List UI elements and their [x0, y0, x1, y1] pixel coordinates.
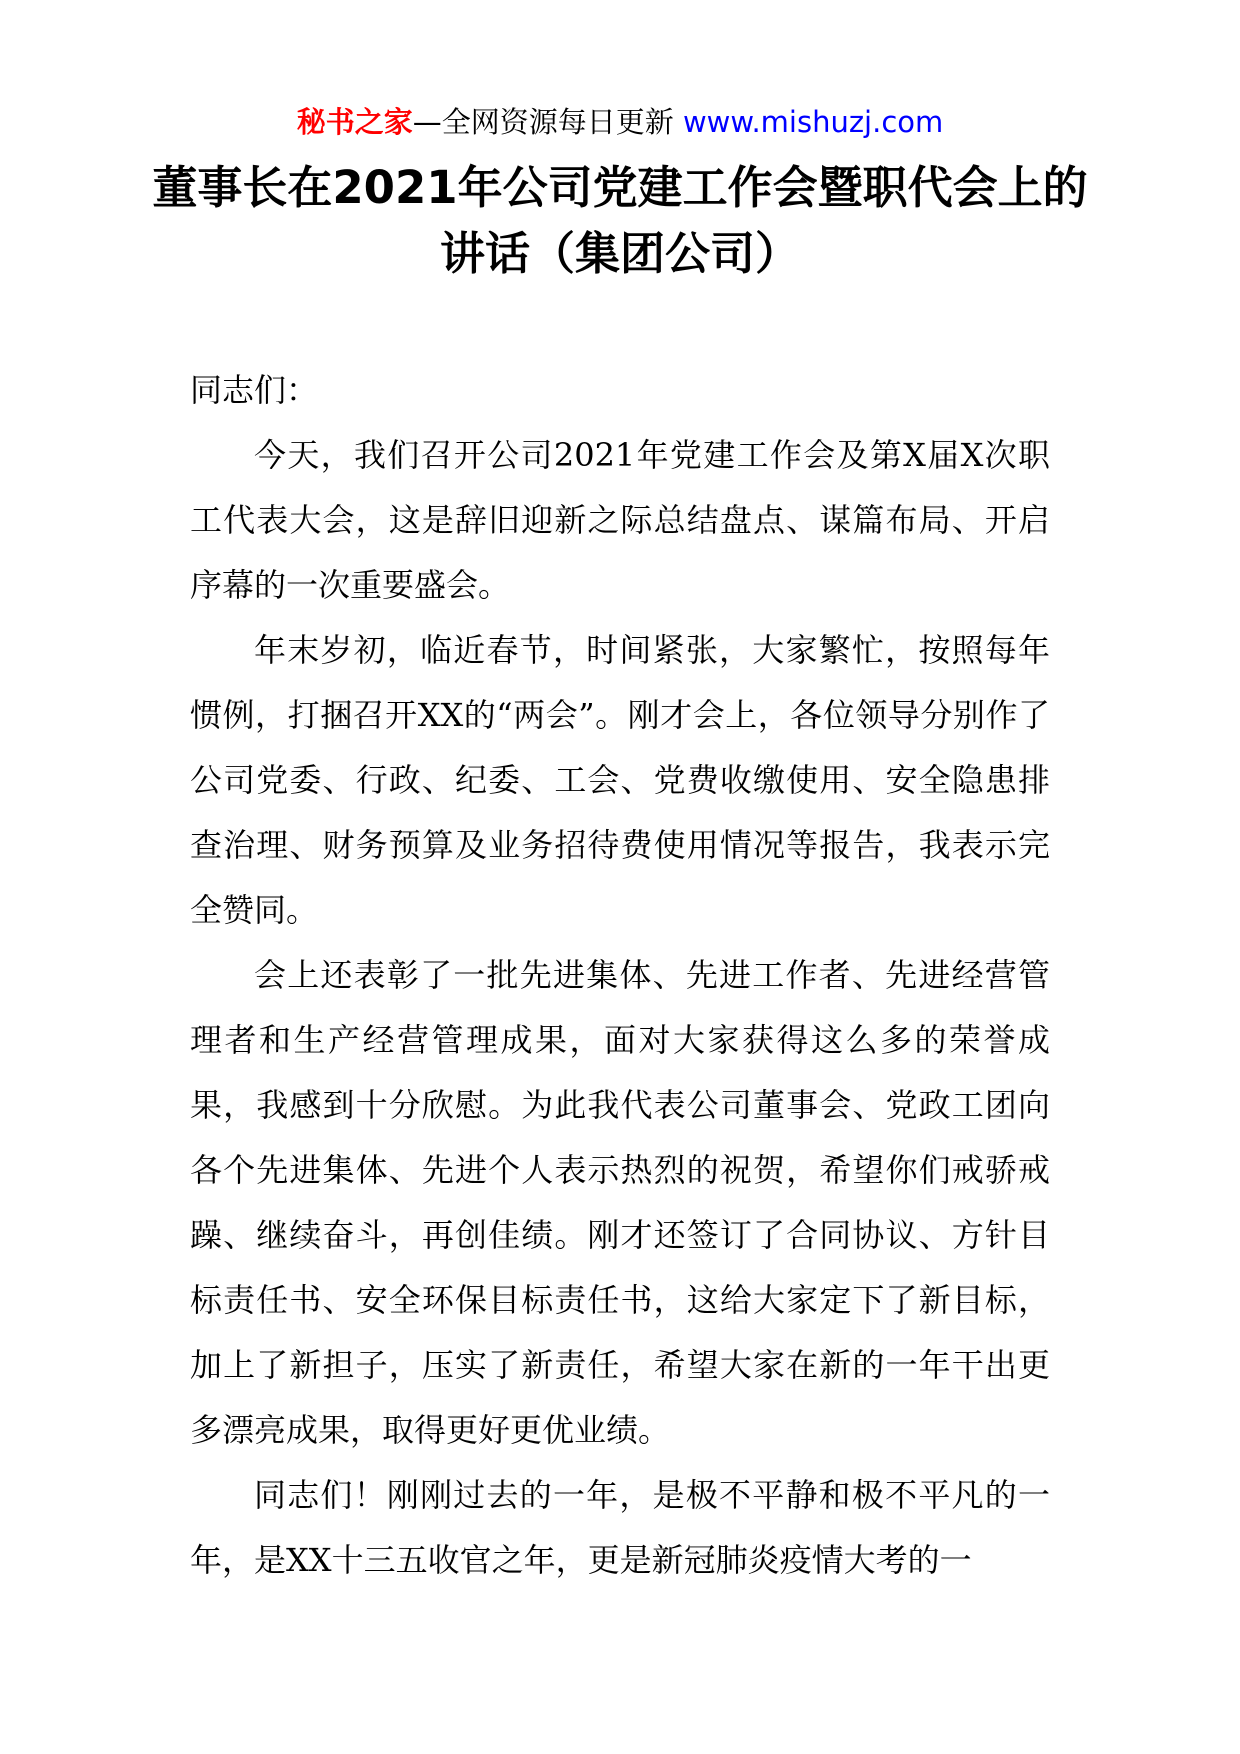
- paragraph: 同志们！刚刚过去的一年，是极不平静和极不平凡的一年，是XX十三五收官之年，更是新冠肺炎疫情大考的一: [190, 1476, 1050, 1579]
- watermark-header: [0, 102, 1240, 142]
- paragraph: 今天，我们召开公司2021年党建工作会及第X届X次职工代表大会，这是辞旧迎新之际总结盘点、谋篇布局、开启序幕的一次重要盛会。: [190, 436, 1050, 604]
- paragraph: 年末岁初，临近春节，时间紧张，大家繁忙，按照每年惯例，打捆召开XX的“两会”。刚才会上，各位领导分别作了公司党委、行政、纪委、工会、党费收缴使用、安全隐患排查治理、财务预算及业务招待费使用情况等报告，我表示完全赞同。: [190, 631, 1050, 929]
- salutation: 同志们：: [190, 371, 319, 409]
- document-body: [190, 358, 1050, 1593]
- document-title: 董事长在2021年公司党建工作会暨职代会上的讲话（集团公司）: [152, 161, 1088, 280]
- paragraph: 会上还表彰了一批先进集体、先进工作者、先进经营管理者和生产经营管理成果，面对大家获得这么多的荣誉成果，我感到十分欣慰。为此我代表公司董事会、党政工团向各个先进集体、先进个人表示热烈的祝贺，希望你们戒骄戒躁、继续奋斗，再创佳绩。刚才还签订了合同协议、方针目标责任书、安全环保目标责任书，这给大家定下了新目标，加上了新担子，压实了新责任，希望大家在新的一年干出更多漂亮成果，取得更好更优业绩。: [190, 956, 1050, 1449]
- watermark-url[interactable]: www.mishuzj.com: [682, 105, 944, 139]
- watermark-brand: 秘书之家: [296, 105, 413, 139]
- watermark-tagline: —全网资源每日更新: [412, 105, 683, 139]
